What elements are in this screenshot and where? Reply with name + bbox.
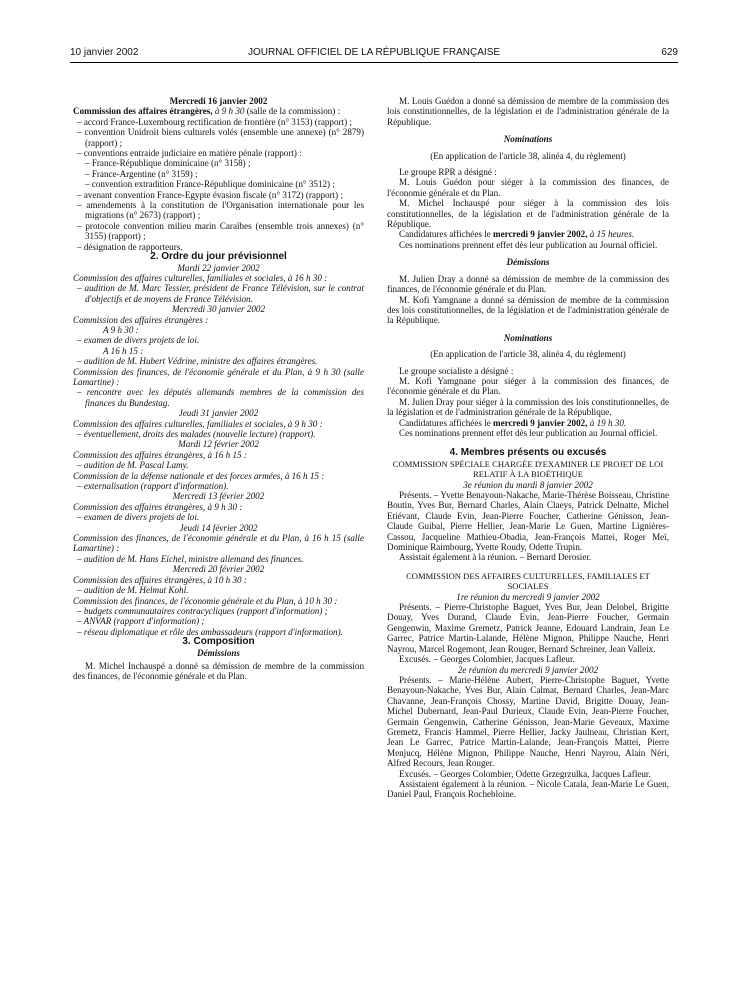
excused-list: Excusés. – Georges Colombier, Odette Grzegrzulka, Jacques Lafleur.	[399, 768, 651, 779]
section-heading: 3. Composition	[182, 636, 255, 648]
section-heading: 4. Membres présents ou excusés	[449, 447, 607, 459]
paragraph: M. Louis Guédon a donné sa démission de membre de la commission des lois constitutionnelles, de la législation et de l'administration générale de la République.	[387, 96, 669, 127]
header-rule	[70, 62, 678, 63]
date-heading: Mercredi 20 février 2002	[172, 564, 265, 575]
commission-heading: COMMISSION SPÉCIALE CHARGÉE D'EXAMINER LE PROJET DE LOI RELATIF À LA BIOÉTHIQUE	[392, 458, 664, 480]
commission-line: Commission des affaires étrangères, à 10 h 30 :	[73, 574, 247, 585]
list-item: – accord France-Luxembourg rectification de frontière (n° 3153) (rapport) ;	[77, 116, 352, 127]
date-heading: Jeudi 14 février 2002	[179, 522, 258, 533]
paragraph: Candidatures affichées le mercredi 9 janvier 2002, à 15 heures.	[399, 229, 635, 240]
right-column	[387, 96, 669, 800]
list-item: – protocole convention milieu marin Caraïbes (ensemble trois annexes) (n° 3155) (rapport) ;	[77, 220, 364, 242]
list-item: – conventions entraide judiciaire en matière pénale (rapport) :	[77, 148, 302, 159]
date-heading: Mardi 12 février 2002	[178, 439, 259, 450]
paragraph: M. Kofi Yamgnane a donné sa démission de membre de la commission des lois constitutionnelles, de la législation et de l'administration générale de la République.	[387, 294, 669, 326]
list-item: – désignation de rapporteurs.	[77, 241, 183, 252]
paragraph: Le groupe socialiste a désigné :	[399, 365, 514, 376]
subsection-heading: Nominations	[503, 134, 553, 145]
commission-line: Commission des finances, de l'économie générale et du Plan, à 9 h 30 (salle Lamartine) :	[73, 366, 364, 387]
paragraph: M. Kofi Yamgnane pour siéger à la commission des finances, de l'économie générale et du Plan.	[387, 375, 669, 397]
page-header	[70, 47, 678, 61]
list-item: – rencontre avec les députés allemands membres de la commission des finances du Bundestag.	[77, 387, 364, 408]
date-heading: Mercredi 16 janvier 2002	[169, 96, 268, 106]
paragraph: Ces nominations prennent effet dès leur publication au Journal officiel.	[399, 427, 658, 438]
list-item: – budgets communautaires contracycliques (rapport d'information) ;	[77, 605, 328, 616]
paragraph: M. Louis Guédon pour siéger à la commission des finances, de l'économie générale et du Plan.	[387, 177, 669, 198]
list-item: – avenant convention France-Egypte évasion fiscale (n° 3172) (rapport) ;	[77, 189, 343, 200]
list-item: – audition de M. Marc Tessier, président de France Télévision, sur le contrat d'objectifs et de moyens de France Télévision.	[77, 283, 364, 304]
paragraph: Candidatures affichées le mercredi 9 janvier 2002, à 19 h 30.	[399, 417, 627, 428]
list-item: – réseau diplomatique et rôle des ambassadeurs (rapport d'information).	[77, 626, 343, 637]
sitting-heading: 1re réunion du mercredi 9 janvier 2002	[456, 591, 600, 602]
list-item: – amendements à la constitution de l'Organisation internationale pour les migrations (n° 2673) (rapport) ;	[77, 200, 364, 221]
list-item: – convention extradition France-République dominicaine (n° 3512) ;	[85, 179, 335, 190]
reference-line: (En application de l'article 38, alinéa 4, du règlement)	[430, 150, 626, 161]
commission-line: Commission des affaires culturelles, familiales et sociales, à 9 h 30 :	[73, 418, 323, 429]
header-title: JOURNAL OFFICIEL DE LA RÉPUBLIQUE FRANÇAISE	[247, 47, 501, 58]
left-column	[73, 96, 364, 682]
commission-line: Commission des affaires étrangères, à 9 h 30 (salle de la commission) :	[73, 106, 341, 117]
date-heading: Jeudi 31 janvier 2002	[178, 408, 259, 419]
commission-line: Commission des affaires culturelles, familiales et sociales, à 16 h 30 :	[73, 272, 328, 283]
paragraph: M. Julien Dray pour siéger à la commission des lois constitutionnelles, de la législation et de l'administration générale de la République.	[387, 396, 669, 418]
subsection-heading: Nominations	[503, 332, 553, 343]
paragraph: M. Michel Inchauspé a donné sa démission de membre de la commission des finances, de l'économie générale et du Plan.	[73, 660, 364, 682]
list-item: – convention Unidroit biens culturels volés (ensemble une annexe) (n° 2879) (rapport) ;	[77, 127, 364, 148]
list-item: – audition de M. Pascal Lamy.	[77, 460, 189, 471]
date-heading: Mercredi 30 janvier 2002	[171, 304, 266, 315]
attendance-list: Présents. – Pierre-Christophe Baguet, Yves Bur, Jean Delobel, Brigitte Douay, Yves Durand, Claude Evin, Jean-Pierre Foucher, Germain Gengenwin, Maxime Gremetz, Patrick Jeanne, Edouard Landrain, Jean Le Garrec, Patrice Martin-Lalande, Hélène Mignon, Philippe Nauche, Henri Nayrou, Marcel Rogemont, Jean Rouger, Bernard Schreiner, Jean Valleix.	[387, 602, 669, 654]
list-item: – examen de divers projets de loi.	[77, 512, 200, 523]
page-number: 629	[661, 47, 678, 58]
section-heading: 2. Ordre du jour prévisionnel	[150, 251, 287, 263]
commission-heading: COMMISSION DES AFFAIRES CULTURELLES, FAMILIALES ET SOCIALES	[406, 570, 650, 592]
time-line: A 16 h 15 :	[103, 345, 144, 356]
attendance-list: Présents. – Yvette Benayoun-Nakache, Marie-Thérèse Boisseau, Christine Boutin, Yves Bur, Bernard Charles, Alain Claeys, Patrick Delnatte, Michel Etiévant, Claude Evin, Jean-Pierre Foucher, Catherine Génisson, Jean-Claude Guibal, Pierre Hellier, Jean-Marie Le Guen, Martine Lignières-Cassou, Jacqueline Mathieu-Obadia, Jean-François Mattei, Roger Meï, Dominique Raimbourg, Yvette Roudy, Odette Trupin.	[387, 490, 669, 553]
header-date: 10 janvier 2002	[70, 47, 139, 58]
time-line: A 9 h 30 :	[103, 324, 139, 335]
paragraph: M. Michel Inchauspé pour siéger à la commission des lois constitutionnelles, de la législation et de l'administration générale de la République.	[387, 198, 669, 230]
commission-line: Commission des finances, de l'économie générale et du Plan, à 16 h 15 (salle Lamartine) :	[73, 533, 364, 554]
commission-line: Commission des finances, de l'économie générale et du Plan, à 10 h 30 :	[73, 595, 338, 606]
reference-line: (En application de l'article 38, alinéa 4, du règlement)	[430, 349, 626, 360]
date-heading: Mercredi 13 février 2002	[172, 491, 265, 502]
commission-line: Commission des affaires étrangères, à 16 h 15 :	[73, 449, 247, 460]
list-item: – externalisation (rapport d'information).	[77, 481, 229, 492]
subsection-heading: Démissions	[506, 257, 550, 268]
paragraph: Ces nominations prennent effet dès leur publication au Journal officiel.	[399, 239, 658, 250]
list-item: – France-République dominicaine (n° 3158) ;	[85, 158, 251, 169]
sitting-heading: 2e réunion du mercredi 9 janvier 2002	[457, 664, 599, 675]
date-heading: Mardi 22 janvier 2002	[177, 262, 260, 273]
list-item: – audition de M. Hubert Védrine, ministre des affaires étrangères.	[77, 356, 318, 367]
paragraph: M. Julien Dray a donné sa démission de membre de la commission des finances, de l'économie générale et du Plan.	[387, 273, 669, 295]
sitting-heading: 3e réunion du mardi 8 janvier 2002	[463, 479, 593, 490]
commission-line: Commission des affaires étrangères, à 9 h 30 :	[73, 501, 243, 512]
excused-list: Excusés. – Georges Colombier, Jacques Lafleur.	[399, 654, 575, 665]
commission-line: Commission de la défense nationale et des forces armées, à 16 h 15 :	[73, 470, 325, 481]
list-item: – audition de M. Helmut Kohl.	[77, 585, 189, 596]
list-item: – France-Argentine (n° 3159) ;	[85, 168, 198, 179]
attendance-list: Présents. – Marie-Hélène Aubert, Pierre-Christophe Baguet, Yvette Benayoun-Nakache, Yves Bur, Alain Calmat, Bernard Charles, Jean-Marc Chavanne, Jean-François Chossy, Martine David, Brigitte Douay, Jean-Michel Dubernard, Jean-Paul Durieux, Claude Evin, Jean-Pierre Foucher, Germain Gengenwin, Catherine Génisson, Jean-Marie Geveaux, Maxime Gremetz, Francis Hammel, Pierre Hellier, Jacky Jaulneau, Christian Kert, Jean Le Garrec, Patrice Martin-Lalande, Jean-François Mattei, Pierre Menjucq, Hélène Mignon, Philippe Nauche, Henri Nayrou, Alain Néri, Alfred Recours, Jean Rouger.	[387, 674, 669, 769]
list-item: – ANVAR (rapport d'information) ;	[77, 616, 205, 627]
attendance-note: Assistaient également à la réunion. – Nicole Catala, Jean-Marie Le Guen, Daniel Paul, François Rochebloine.	[387, 778, 669, 800]
list-item: – audition de M. Hans Eichel, ministre allemand des finances.	[77, 553, 304, 564]
list-item: – éventuellement, droits des malades (nouvelle lecture) (rapport).	[77, 429, 316, 439]
list-item: – examen de divers projets de loi.	[77, 335, 200, 346]
subsection-heading: Démissions	[197, 647, 240, 658]
attendance-note: Assistait également à la réunion. – Bernard Derosier.	[399, 552, 592, 563]
commission-line: Commission des affaires étrangères :	[73, 314, 209, 325]
paragraph: Le groupe RPR a désigné :	[399, 167, 497, 178]
